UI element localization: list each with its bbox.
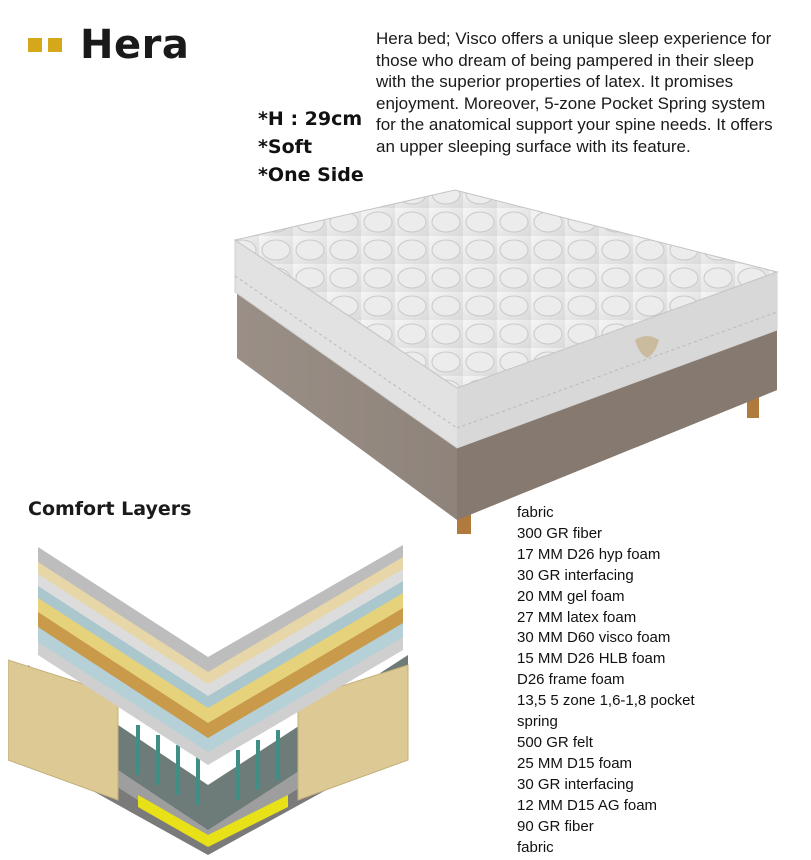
list-item: 30 GR interfacing	[517, 775, 634, 793]
yellow-square-icon	[28, 38, 42, 52]
list-item: D26 frame foam	[517, 671, 625, 689]
list-item: 13,5 5 zone 1,6-1,8 pocket	[517, 692, 695, 710]
product-title: Hera	[80, 22, 190, 68]
list-item: 300 GR fiber	[517, 524, 603, 542]
list-item: 27 MM latex foam	[517, 608, 637, 626]
feature-list	[258, 105, 364, 189]
feature-firmness: *Soft	[258, 136, 313, 158]
feature-height: *H : 29cm	[258, 108, 363, 130]
comfort-layers-heading: Comfort Layers	[28, 498, 192, 520]
layers-illustration	[8, 545, 418, 855]
list-item: 20 MM gel foam	[517, 587, 625, 605]
product-title-block	[28, 22, 189, 68]
list-item: spring	[517, 713, 558, 731]
yellow-square-icon	[48, 38, 62, 52]
list-item: 30 MM D60 visco foam	[517, 629, 671, 647]
list-item: 15 MM D26 HLB foam	[517, 650, 666, 668]
list-item: 30 GR interfacing	[517, 566, 634, 584]
list-item: 12 MM D15 AG foam	[517, 796, 658, 814]
list-item: 25 MM D15 foam	[517, 754, 633, 772]
list-item: 90 GR fiber	[517, 817, 594, 835]
product-description: Hera bed; Visco offers a unique sleep experience for those who dream of being pampered in their sleep with the superior properties of latex. It promises enjoyment. Moreover, 5-zone Pocket Spring system for the anatomical support your spine needs. It offers an upper sleeping surface with its feature.	[376, 29, 773, 156]
list-item: fabric	[517, 838, 554, 856]
list-item: fabric	[517, 504, 554, 521]
comfort-layer-list	[517, 503, 777, 858]
bed-illustration	[225, 180, 795, 550]
layers-image	[8, 545, 418, 855]
list-item: 500 GR felt	[517, 733, 593, 751]
list-item: 17 MM D26 hyp foam	[517, 545, 661, 563]
bed-image	[225, 180, 795, 550]
feature-sides: *One Side	[258, 164, 364, 186]
